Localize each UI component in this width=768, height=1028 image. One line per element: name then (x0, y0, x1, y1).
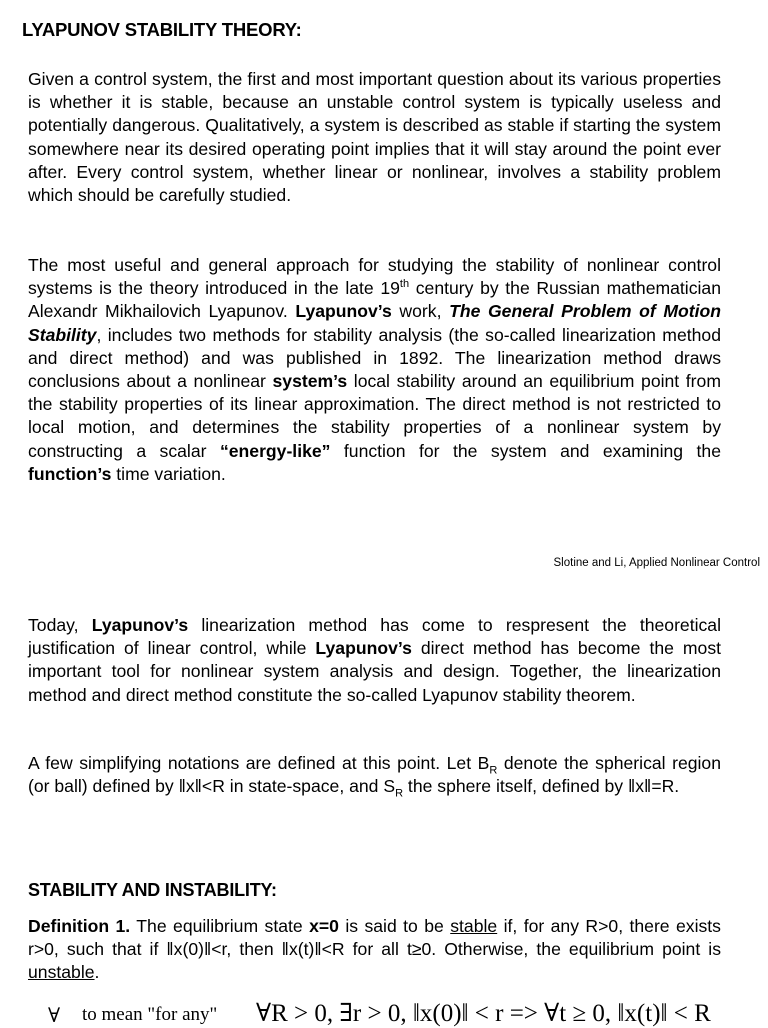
citation: Slotine and Li, Applied Nonlinear Control (553, 557, 760, 569)
intro-paragraph: Given a control system, the first and most important question about its various properties is whether it is stable, because an unstable control system is typically useless and potentially dangerous. Qualitatively, a system is described as stable if starting the system somewhere near its desired operating point implies that it will stay around the point ever after. Every control system, whether linear or nonlinear, involves a stability problem which should be carefully studied. (28, 69, 721, 206)
notation-paragraph: A few simplifying notations are defined at this point. Let $B_R$ denote the spherical region (or ball) defined by ‖x‖<R in state-space, and $S_R$ the sphere itself, defined by ‖x‖=R. (28, 753, 721, 800)
stability-formula: ∀R > 0, ∃r > 0, ‖x(0)‖ < r => ∀t ≥ 0, ‖x(t)‖ < R (256, 1000, 711, 1027)
page-title: LYAPUNOV STABILITY THEORY: (22, 19, 302, 40)
book-title: The General Problem of Motion Stability (28, 301, 722, 345)
lyapunov-methods-paragraph: Today, Lyapunov’s linearization method has come to respresent the theoretical justification of linear control, while Lyapunov’s direct method has become the most important tool for nonlinear system analysis and design. Together, the linearization method and direct method constitute the so-called Lyapunov stability theorem. (28, 615, 722, 705)
definition-1: Definition 1. The equilibrium state x=0 is said to be stable if, for any R>0, there exists r>0, such that if ‖x(0)‖<r, then ‖x(t)‖<R for all t≥0. Otherwise, the equilibrium point is unstable. (28, 916, 721, 983)
definition-label: Definition 1. (28, 916, 131, 936)
forall-symbol: ∀ (48, 1005, 61, 1027)
lyapunov-history-paragraph: The most useful and general approach for studying the stability of nonlinear control systems is the theory introduced in the late 19th century by the Russian mathematician Alexandr Mikhailovich Lyapunov. Lyapunov’s work, The General Problem of Motion Stability, includes two methods for stability analysis (the so-called linearization method and direct method) and was published in 1892. The linearization method draws conclusions about a nonlinear system’s local stability around an equilibrium point from the stability properties of its linear approximation. The direct method is not restricted to local motion, and determines the stability properties of a nonlinear system by constructing a scalar “energy-like” function for the system and examining the function’s time variation. (28, 255, 722, 484)
forall-explanation: to mean "for any" (82, 1004, 218, 1025)
section-heading: STABILITY AND INSTABILITY: (28, 880, 277, 900)
